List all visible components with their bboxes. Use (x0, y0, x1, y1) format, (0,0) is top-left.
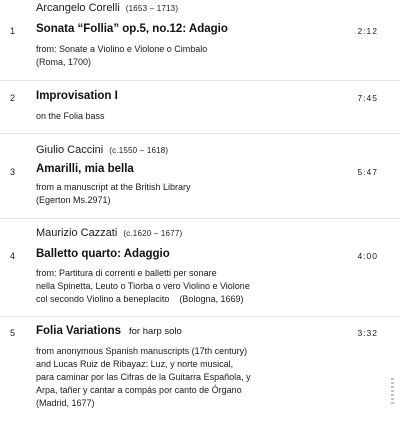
track-duration: 2:12 (357, 26, 378, 36)
composer-dates: (1653 – 1713) (125, 4, 179, 13)
description-line: from: Partitura di correnti e balletti per sonare (36, 268, 217, 278)
track-title-text: Improvisation I (36, 90, 118, 102)
track-duration: 4:00 (357, 251, 378, 261)
track-title-text: Sonata “Follia” op.5, no.12: Adagio (36, 23, 228, 35)
description-line: para caminar por las Cifras de la Guitarra Española, y (36, 372, 251, 382)
composer-name: Giulio Caccini (36, 144, 104, 156)
track-description (36, 43, 207, 69)
track-title (36, 163, 134, 175)
track-title-text: Amarilli, mia bella (36, 163, 134, 175)
composer-dates: (c.1550 – 1618) (109, 146, 169, 155)
page-edge-mark (391, 378, 394, 406)
composer-heading (36, 2, 178, 14)
description-line: from anonymous Spanish manuscripts (17th century) (36, 346, 248, 356)
track-number: 5 (10, 328, 16, 338)
description-line: col secondo Violino a beneplacito (Bologna, 1669) (36, 294, 244, 304)
track-number: 4 (10, 251, 16, 261)
track-title-text: Balletto quarto: Adaggio (36, 248, 170, 260)
composer-heading (36, 144, 168, 156)
track-duration: 3:32 (357, 328, 378, 338)
description-line: and Lucas Ruiz de Ribayaz: Luz, y norte musical, (36, 359, 234, 369)
composer-dates: (c.1620 – 1677) (123, 229, 183, 238)
track-number: 3 (10, 167, 16, 177)
track-duration: 7:45 (357, 93, 378, 103)
track-title (36, 90, 118, 102)
description-line: Arpa, tañer y cantar a compás por canto de Órgano (36, 385, 242, 395)
composer-name: Maurizio Cazzati (36, 227, 118, 239)
track-number: 2 (10, 93, 16, 103)
section-divider (0, 218, 400, 219)
track-description (36, 181, 191, 207)
track-title (36, 248, 170, 260)
track-title (36, 325, 182, 337)
track-description (36, 345, 251, 410)
description-line: from: Sonate a Violino e Violone o Cimbalo (36, 44, 208, 54)
section-divider (0, 80, 400, 81)
track-number: 1 (10, 26, 16, 36)
description-line: (Egerton Ms.2971) (36, 195, 111, 205)
composer-heading (36, 227, 182, 239)
track-description (36, 267, 250, 306)
track-subtitle: for harp solo (129, 326, 182, 337)
description-line: (Madrid, 1677) (36, 398, 95, 408)
track-duration: 5:47 (357, 167, 378, 177)
track-title-text: Folia Variations (36, 325, 121, 337)
description-line: (Roma, 1700) (36, 57, 92, 67)
track-title (36, 23, 228, 35)
description-line: nella Spinetta, Leuto o Tiorba o vero Violino e Violone (36, 281, 250, 291)
track-description (36, 110, 105, 123)
section-divider (0, 133, 400, 134)
section-divider (0, 316, 400, 317)
description-line: on the Folia bass (36, 111, 105, 121)
composer-name: Arcangelo Corelli (36, 2, 120, 14)
description-line: from a manuscript at the British Library (36, 182, 191, 192)
